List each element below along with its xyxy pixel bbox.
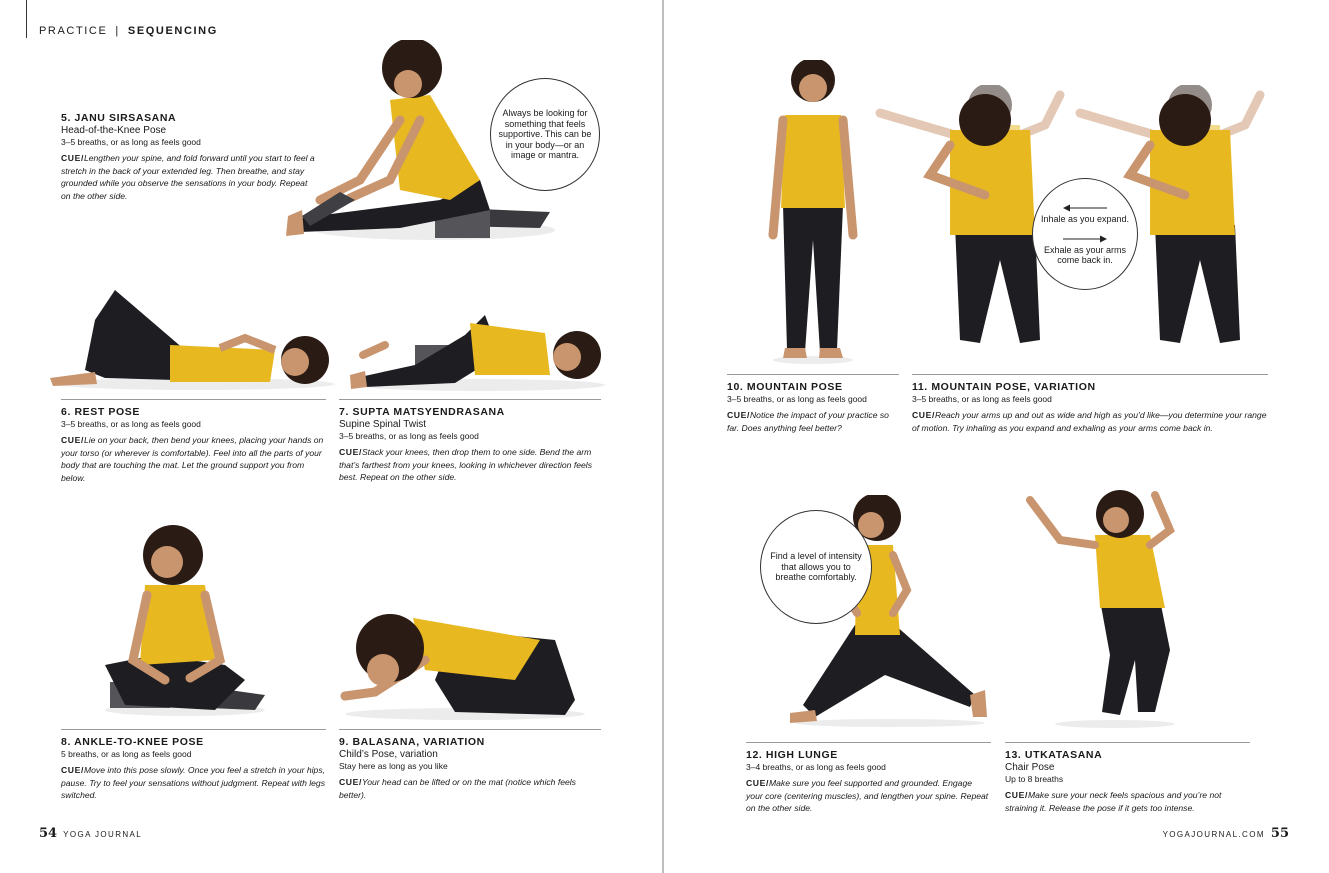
- pose-breaths: Stay here as long as you like: [339, 761, 448, 771]
- cue-label: CUE: [746, 778, 766, 788]
- cue-text: Lengthen your spine, and fold forward until you start to feel a stretch in the back of your extended leg. Then breathe, and stay grounded while you observe the sensations in your body. Repeat on the other side.: [61, 153, 315, 201]
- pose-breaths: 5 breaths, or as long as feels good: [61, 749, 192, 759]
- pose-cue: [339, 776, 601, 801]
- pose-7: [339, 399, 601, 484]
- right-arrow-icon: [1063, 235, 1107, 243]
- photo-utkatasana: [1020, 490, 1180, 730]
- photo-supine-twist: [345, 305, 610, 395]
- pose-subtitle: Child’s Pose, variation: [339, 749, 438, 760]
- cue-text: Your head can be lifted or on the mat (notice which feels better).: [339, 777, 576, 800]
- pose-breaths: 3–5 breaths, or as long as feels good: [61, 419, 201, 429]
- pose-5: [61, 112, 316, 202]
- divider: [912, 374, 1268, 375]
- pose-cue: [746, 777, 991, 815]
- cue-separator: /: [931, 410, 935, 420]
- cue-text: Stack your knees, then drop them to one side. Bend the arm that’s farthest from your knees, looking in whichever direction feels best. Repeat on the other side.: [339, 447, 593, 483]
- quote-supportive-text: Always be looking for something that feels supportive. This can be in your body—or an image or mantra.: [498, 108, 592, 161]
- cue-label: CUE: [339, 777, 359, 787]
- pose-title: 7. SUPTA MATSYENDRASANA: [339, 406, 505, 418]
- pose-9: [339, 729, 601, 801]
- pose-cue: [727, 409, 899, 434]
- quote-intensity-text: Find a level of intensity that allows you to breathe comfortably.: [770, 551, 862, 583]
- section-header: [39, 25, 218, 37]
- cue-text: Move into this pose slowly. Once you feel a stretch in your hips, pause. Try to feel your sensations without judgment. Repeat with legs switched.: [61, 765, 326, 801]
- pose-cue: [61, 434, 326, 484]
- cue-label: CUE: [1005, 790, 1025, 800]
- pose-breaths: 3–5 breaths, or as long as feels good: [912, 394, 1052, 404]
- pose-title: 10. MOUNTAIN POSE: [727, 381, 843, 393]
- cue-separator: /: [765, 778, 769, 788]
- pose-title: 9. BALASANA, VARIATION: [339, 736, 485, 748]
- pose-subtitle: Supine Spinal Twist: [339, 419, 427, 430]
- photo-mountain-pose: [765, 60, 860, 365]
- cue-text: Notice the impact of your practice so far. Does anything feel better?: [727, 410, 889, 433]
- divider: [727, 374, 899, 375]
- brand-left: YOGA JOURNAL: [63, 830, 143, 839]
- pose-10: [727, 374, 899, 434]
- pose-cue: [1005, 789, 1250, 814]
- pose-11: [912, 374, 1268, 434]
- cue-label: CUE: [61, 765, 81, 775]
- pose-cue: [61, 152, 316, 202]
- cue-separator: /: [80, 153, 84, 163]
- pose-cue: [339, 446, 601, 484]
- pose-6: [61, 399, 326, 484]
- page-gutter: [662, 0, 664, 873]
- pose-title: 12. HIGH LUNGE: [746, 749, 838, 761]
- cue-separator: /: [1024, 790, 1028, 800]
- cue-text: Lie on your back, then bend your knees, placing your hands on your torso (or wherever is comfortable). Feel into all the parts of your body that are touching the mat. Let the ground support you from below.: [61, 435, 324, 483]
- corner-rule: [26, 0, 27, 38]
- section-label: PRACTICE: [39, 25, 108, 37]
- pose-13: [1005, 742, 1250, 814]
- inhale-text: Inhale as you expand.: [1040, 214, 1130, 225]
- pose-title: 11. MOUNTAIN POSE, VARIATION: [912, 381, 1096, 393]
- cue-label: CUE: [61, 153, 81, 163]
- pose-cue: [912, 409, 1268, 434]
- page-number-right: 55: [1270, 826, 1289, 841]
- pose-8: [61, 729, 326, 802]
- pose-breaths: Up to 8 breaths: [1005, 774, 1064, 784]
- divider: [61, 399, 326, 400]
- header-separator: |: [115, 25, 120, 37]
- left-arrow-icon: [1063, 204, 1107, 212]
- cue-separator: /: [80, 435, 84, 445]
- cue-label: CUE: [727, 410, 747, 420]
- quote-bubble-intensity: [760, 510, 872, 624]
- exhale-text: Exhale as your arms come back in.: [1043, 244, 1127, 266]
- pose-subtitle: Chair Pose: [1005, 762, 1055, 773]
- topic-label: SEQUENCING: [127, 25, 218, 37]
- pose-breaths: 3–5 breaths, or as long as feels good: [727, 394, 867, 404]
- cue-separator: /: [358, 777, 362, 787]
- cue-text: Make sure you feel supported and grounded. Engage your core (centering muscles), and lengthen your spine. Repeat on the other side.: [746, 778, 989, 814]
- pose-title: 5. JANU SIRSASANA: [61, 112, 177, 124]
- pose-title: 6. REST POSE: [61, 406, 140, 418]
- breath-bubble: [1032, 178, 1138, 290]
- pose-title: 8. ANKLE-TO-KNEE POSE: [61, 736, 204, 748]
- divider: [61, 729, 326, 730]
- cue-separator: /: [746, 410, 750, 420]
- cue-separator: /: [80, 765, 84, 775]
- photo-rest-pose: [45, 280, 340, 395]
- cue-text: Make sure your neck feels spacious and you’re not straining it. Release the pose if it gets too intense.: [1005, 790, 1222, 813]
- pose-breaths: 3–4 breaths, or as long as feels good: [746, 762, 886, 772]
- cue-label: CUE: [61, 435, 81, 445]
- pose-subtitle: Head-of-the-Knee Pose: [61, 125, 167, 136]
- brand-right: YOGAJOURNAL.COM: [1162, 830, 1265, 839]
- cue-separator: /: [358, 447, 362, 457]
- divider: [746, 742, 991, 743]
- cue-label: CUE: [339, 447, 359, 457]
- divider: [1005, 742, 1250, 743]
- cue-label: CUE: [912, 410, 932, 420]
- page-number-left: 54: [39, 826, 58, 841]
- pose-breaths: 3–5 breaths, or as long as feels good: [61, 137, 201, 147]
- divider: [339, 399, 601, 400]
- pose-12: [746, 742, 991, 815]
- footer-right: [1163, 826, 1289, 841]
- pose-breaths: 3–5 breaths, or as long as feels good: [339, 431, 479, 441]
- pose-title: 13. UTKATASANA: [1005, 749, 1103, 761]
- cue-text: Reach your arms up and out as wide and high as you’d like—you determine your range of motion. Try inhaling as you expand and exhaling as your arms come back in.: [912, 410, 1267, 433]
- photo-balasana: [335, 600, 590, 722]
- footer-left: [39, 826, 142, 841]
- divider: [339, 729, 601, 730]
- quote-bubble-supportive: [490, 78, 600, 191]
- photo-ankle-to-knee: [95, 520, 270, 720]
- pose-cue: [61, 764, 326, 802]
